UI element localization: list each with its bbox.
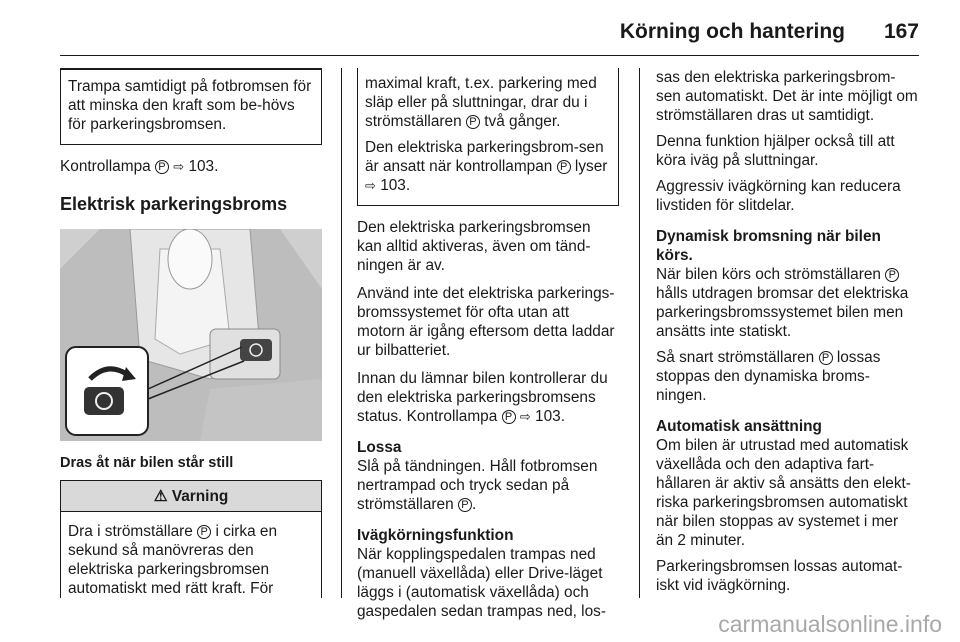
column-1	[60, 68, 322, 598]
arrow-ref-icon: ⇨	[173, 159, 185, 174]
paragraph: När kopplingspedalen trampas ned (manuell växellåda) eller Drive-läget läggs i (automatisk växellåda) och gaspedalen sedan trampas ned, los-	[357, 546, 606, 620]
subheading-dynamisk: Dynamisk bromsning när bilen körs.	[656, 228, 881, 264]
paragraph-part: Så snart strömställaren	[656, 349, 815, 366]
paragraph	[656, 348, 918, 405]
parking-brake-icon: P	[502, 410, 516, 424]
page-header	[0, 0, 960, 56]
ref-text: 103.	[380, 177, 411, 194]
warning-body	[61, 512, 321, 598]
paragraph: Slå på tändningen. Håll fotbromsen nertrampad och tryck sedan på strömställaren P .	[357, 458, 598, 513]
figure-illustration	[60, 229, 322, 441]
warning-header	[61, 480, 321, 512]
paragraph-part: När bilen körs och strömställaren	[656, 266, 881, 283]
parking-brake-icon: P	[155, 160, 169, 174]
paragraph-part: lossas stoppas den dynamiska broms-ningen.	[656, 349, 881, 404]
warning-title: Varning	[171, 488, 229, 505]
column-2	[357, 68, 619, 621]
parking-brake-icon: P	[819, 351, 833, 365]
page-number: 167	[883, 20, 919, 43]
parking-brake-icon: P	[466, 115, 480, 129]
parking-brake-figure	[60, 229, 322, 441]
continued-text-part: två gånger.	[484, 113, 561, 130]
continued-warning-box	[357, 68, 619, 206]
paragraph-part: Innan du lämnar bilen kontrollerar du den elektriska parkeringsbromsens status. Kontrollampa	[357, 370, 608, 425]
kontroll-ref: 103.	[188, 158, 219, 175]
paragraph: Använd inte det elektriska parkerings-bromssystemet för ofta utan att motorn är igång eftersom detta laddar ur bilbatteriet.	[357, 285, 615, 359]
watermark: carmanualsonline.info	[718, 611, 942, 637]
paragraph: Den elektriska parkeringsbromsen kan alltid aktiveras, även om tänd-ningen är av.	[357, 219, 591, 274]
page-title: Körning och hantering	[619, 20, 845, 43]
warning-text-part: i cirka en sekund så manövreras den elektriska parkeringsbromsen automatiskt med rätt kraft. För	[68, 523, 278, 597]
paragraph-part: hålls utdragen bromsar det elektriska parkeringsbromssystemet bilen men ansätts inte statiskt.	[656, 285, 909, 340]
note-box	[60, 68, 322, 145]
arrow-ref-icon: ⇨	[365, 178, 376, 193]
parking-brake-icon: P	[458, 498, 472, 512]
paragraph: Parkeringsbromsen lossas automat-iskt vid ivägkörning.	[656, 558, 903, 594]
figure-caption: Dras åt när bilen står still	[60, 455, 234, 471]
parking-brake-icon: P	[557, 160, 571, 174]
subheading-ivagkorning: Ivägkörningsfunktion	[357, 527, 514, 544]
continued-warning-text-2	[365, 138, 611, 195]
parking-brake-icon: P	[885, 268, 899, 282]
paragraph: Om bilen är utrustad med automatisk växellåda och den adaptiva fart-hållaren är aktiv så ansätts den elekt-riska parkeringsbromsen automatiskt när bilen stoppas av systemet i mer än 2 minuter.	[656, 437, 911, 549]
header-rule	[60, 55, 919, 56]
kontroll-line	[60, 157, 322, 176]
paragraph	[656, 265, 918, 341]
section-title: Elektrisk parkeringsbroms	[60, 194, 288, 214]
warning-text	[68, 522, 314, 598]
continued-text-part: Den elektriska parkeringsbrom-sen är ansatt när kontrollampan	[365, 139, 604, 175]
column-3	[656, 68, 918, 595]
parking-brake-icon: P	[197, 525, 211, 539]
paragraph: sas den elektriska parkeringsbrom-sen automatiskt. Det är inte möjligt om strömställaren dras ut samtidigt.	[656, 69, 918, 124]
paragraph	[357, 369, 619, 426]
subheading-lossa: Lossa	[357, 439, 402, 456]
subheading-automatisk: Automatisk ansättning	[656, 418, 822, 435]
kontroll-text: Kontrollampa	[60, 158, 151, 175]
paragraph: Aggressiv ivägkörning kan reducera livstiden för slitdelar.	[656, 178, 901, 214]
note-text: Trampa samtidigt på fotbromsen för att minska den kraft som be-hövs för parkeringsbromsen.	[68, 78, 312, 133]
paragraph-part: Slå på tändningen. Håll fotbromsen nertrampad och tryck sedan på strömställaren	[357, 458, 598, 513]
ref-text: 103.	[535, 408, 566, 425]
warning-box	[60, 480, 322, 598]
warning-text-part: Dra i strömställare	[68, 523, 193, 540]
continued-text-part: maximal kraft, t.ex. parkering med släp eller på sluttningar, drar du i strömställaren	[365, 75, 597, 130]
paragraph: Denna funktion hjälper också till att köra iväg på sluttningar.	[656, 133, 895, 169]
continued-warning-text	[365, 74, 611, 131]
column-divider	[639, 68, 640, 598]
arrow-ref-icon: ⇨	[519, 409, 531, 424]
warning-triangle-icon: ⚠	[153, 488, 168, 505]
column-divider	[341, 68, 342, 598]
continued-text-part: lyser	[574, 158, 608, 175]
